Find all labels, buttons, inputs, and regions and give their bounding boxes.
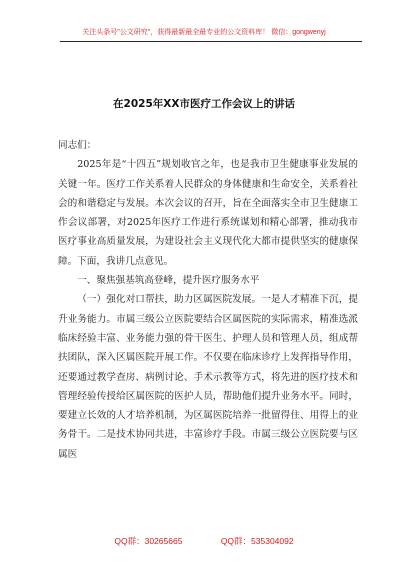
document-title: 在2025年XX市医疗工作会议上的讲话	[113, 98, 295, 110]
body-paragraph: （一）强化对口帮扶，助力区属医院发展。一是人才精准下沉，提升业务能力。市属三级公立医院要结合区属医院的实际需求，精准选派临床经验丰富、业务能力强的骨干医生、护理人员和管理人员，组成帮扶团队，深入区属医院开展工作。不仅要在临床诊疗上发挥指导作用，还要通过教学查房、病例讨论、手术示教等方式，将先进的医疗技术和管理经验传授给区属医院的医护人员，帮助他们提升业务水平。同时，要建立长效的人才培养机制，为区属医院培养一批留得住、用得上的业务骨干。二是技术协同共进，丰富诊疗手段。市属三级公立医院要与区属医	[58, 294, 358, 460]
document-body	[58, 136, 358, 464]
footer-qq-group-1: QQ群：30265665	[114, 536, 183, 546]
footer-qq-group-2: QQ群：535304092	[220, 536, 294, 546]
header-promo-text: 关注头条号"公文研究"，获得最新最全最专业的公文资料库！ 微信：gongwenyj	[82, 29, 326, 36]
intro-paragraph: 2025年是“十四五”规划收官之年，也是我市卫生健康事业发展的关键一年。医疗工作关系着人民群众的身体健康和生命安全，关系着社会的和谐稳定与发展。本次会议的召开，旨在全面落实全市卫生健康工作会议部署，对2025年医疗工作进行系统谋划和精心部署，推动我市医疗事业高质量发展，为建设社会主义现代化大都市提供坚实的健康保障。下面，我讲几点意见。	[58, 159, 358, 267]
footer-qq-groups	[0, 535, 408, 547]
section-heading: 一、聚焦强基筑高登峰，提升医疗服务水平	[77, 275, 260, 287]
salutation: 同志们：	[58, 140, 97, 151]
header-divider	[60, 41, 362, 42]
